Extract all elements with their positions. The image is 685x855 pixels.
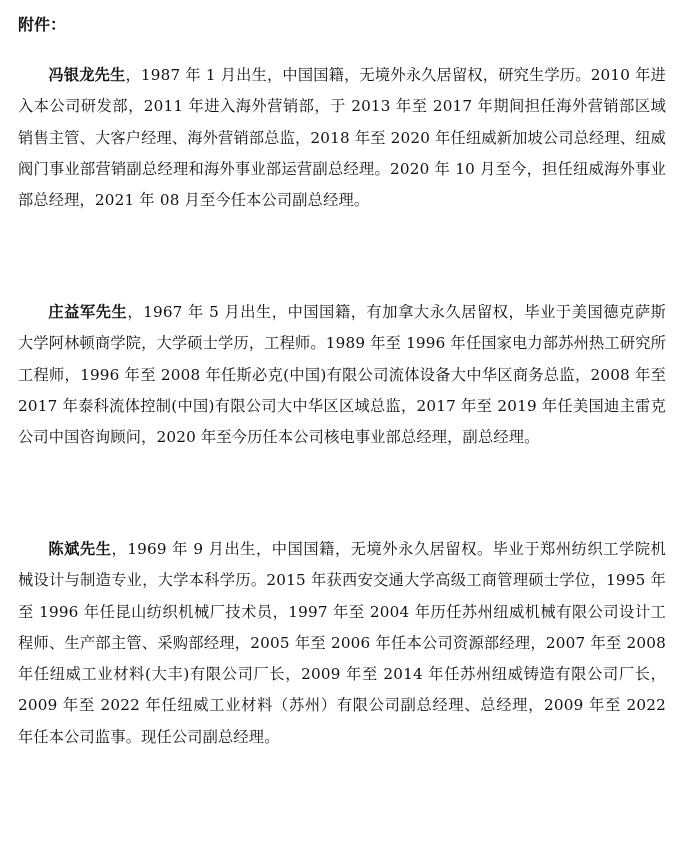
bio-paragraph-feng-yinlong [18,60,666,216]
attachment-heading: 附件： [18,15,67,34]
bio-text: ，1987 年 1 月出生，中国国籍，无境外永久居留权，研究生学历。2010 年进入本公司研发部，2011 年进入海外营销部，于 2013 年至 2017 年期间担任海外营销部区域销售主管、大客户经理、海外营销部总监，2018 年至 2020 年任纽威新加坡公司总经理、纽威阀门事业部营销副总经理和海外事业部运营副总经理。2020 年 10 月至今，担任纽威海外事业部总经理，2021 年 08 月至今任本公司副总经理。 [18,66,667,210]
bio-paragraph-zhuang-yijun [18,297,666,453]
bio-text: ，1967 年 5 月出生，中国国籍，有加拿大永久居留权，毕业于美国德克萨斯大学阿林顿商学院，大学硕士学历，工程师。1989 年至 1996 年任国家电力部苏州热工研究所工程师，1996 年至 2008 年任斯必克(中国)有限公司流体设备大中华区商务总监，2008 年至 2017 年泰科流体控制(中国)有限公司大中华区区域总监，2017 年至 2019 年任美国迪主雷克公司中国咨询顾问，2020 年至今历任本公司核电事业部总经理，副总经理。 [18,303,666,447]
bio-name: 陈斌先生 [48,540,112,558]
bio-text: ，1969 年 9 月出生，中国国籍，无境外永久居留权。毕业于郑州纺织工学院机械设计与制造专业，大学本科学历。2015 年获西安交通大学高级工商管理硕士学位，1995 年至 1996 年任昆山纺织机械厂技术员，1997 年至 2004 年历任苏州纽威机械有限公司设计工程师、生产部主管、采购部经理，2005 年至 2006 年任本公司资源部经理，2007 年至 2008 年任纽威工业材料(大丰)有限公司厂长，2009 年至 2014 年任苏州纽威铸造有限公司厂长，2009 年至 2022 年任纽威工业材料（苏州）有限公司副总经理、总经理，2009 年至 2022 年任本公司监事。现任公司副总经理。 [18,540,666,746]
bio-paragraph-chen-bin [18,534,666,753]
bio-name: 冯银龙先生 [48,66,126,84]
bio-name: 庄益军先生 [48,303,128,321]
